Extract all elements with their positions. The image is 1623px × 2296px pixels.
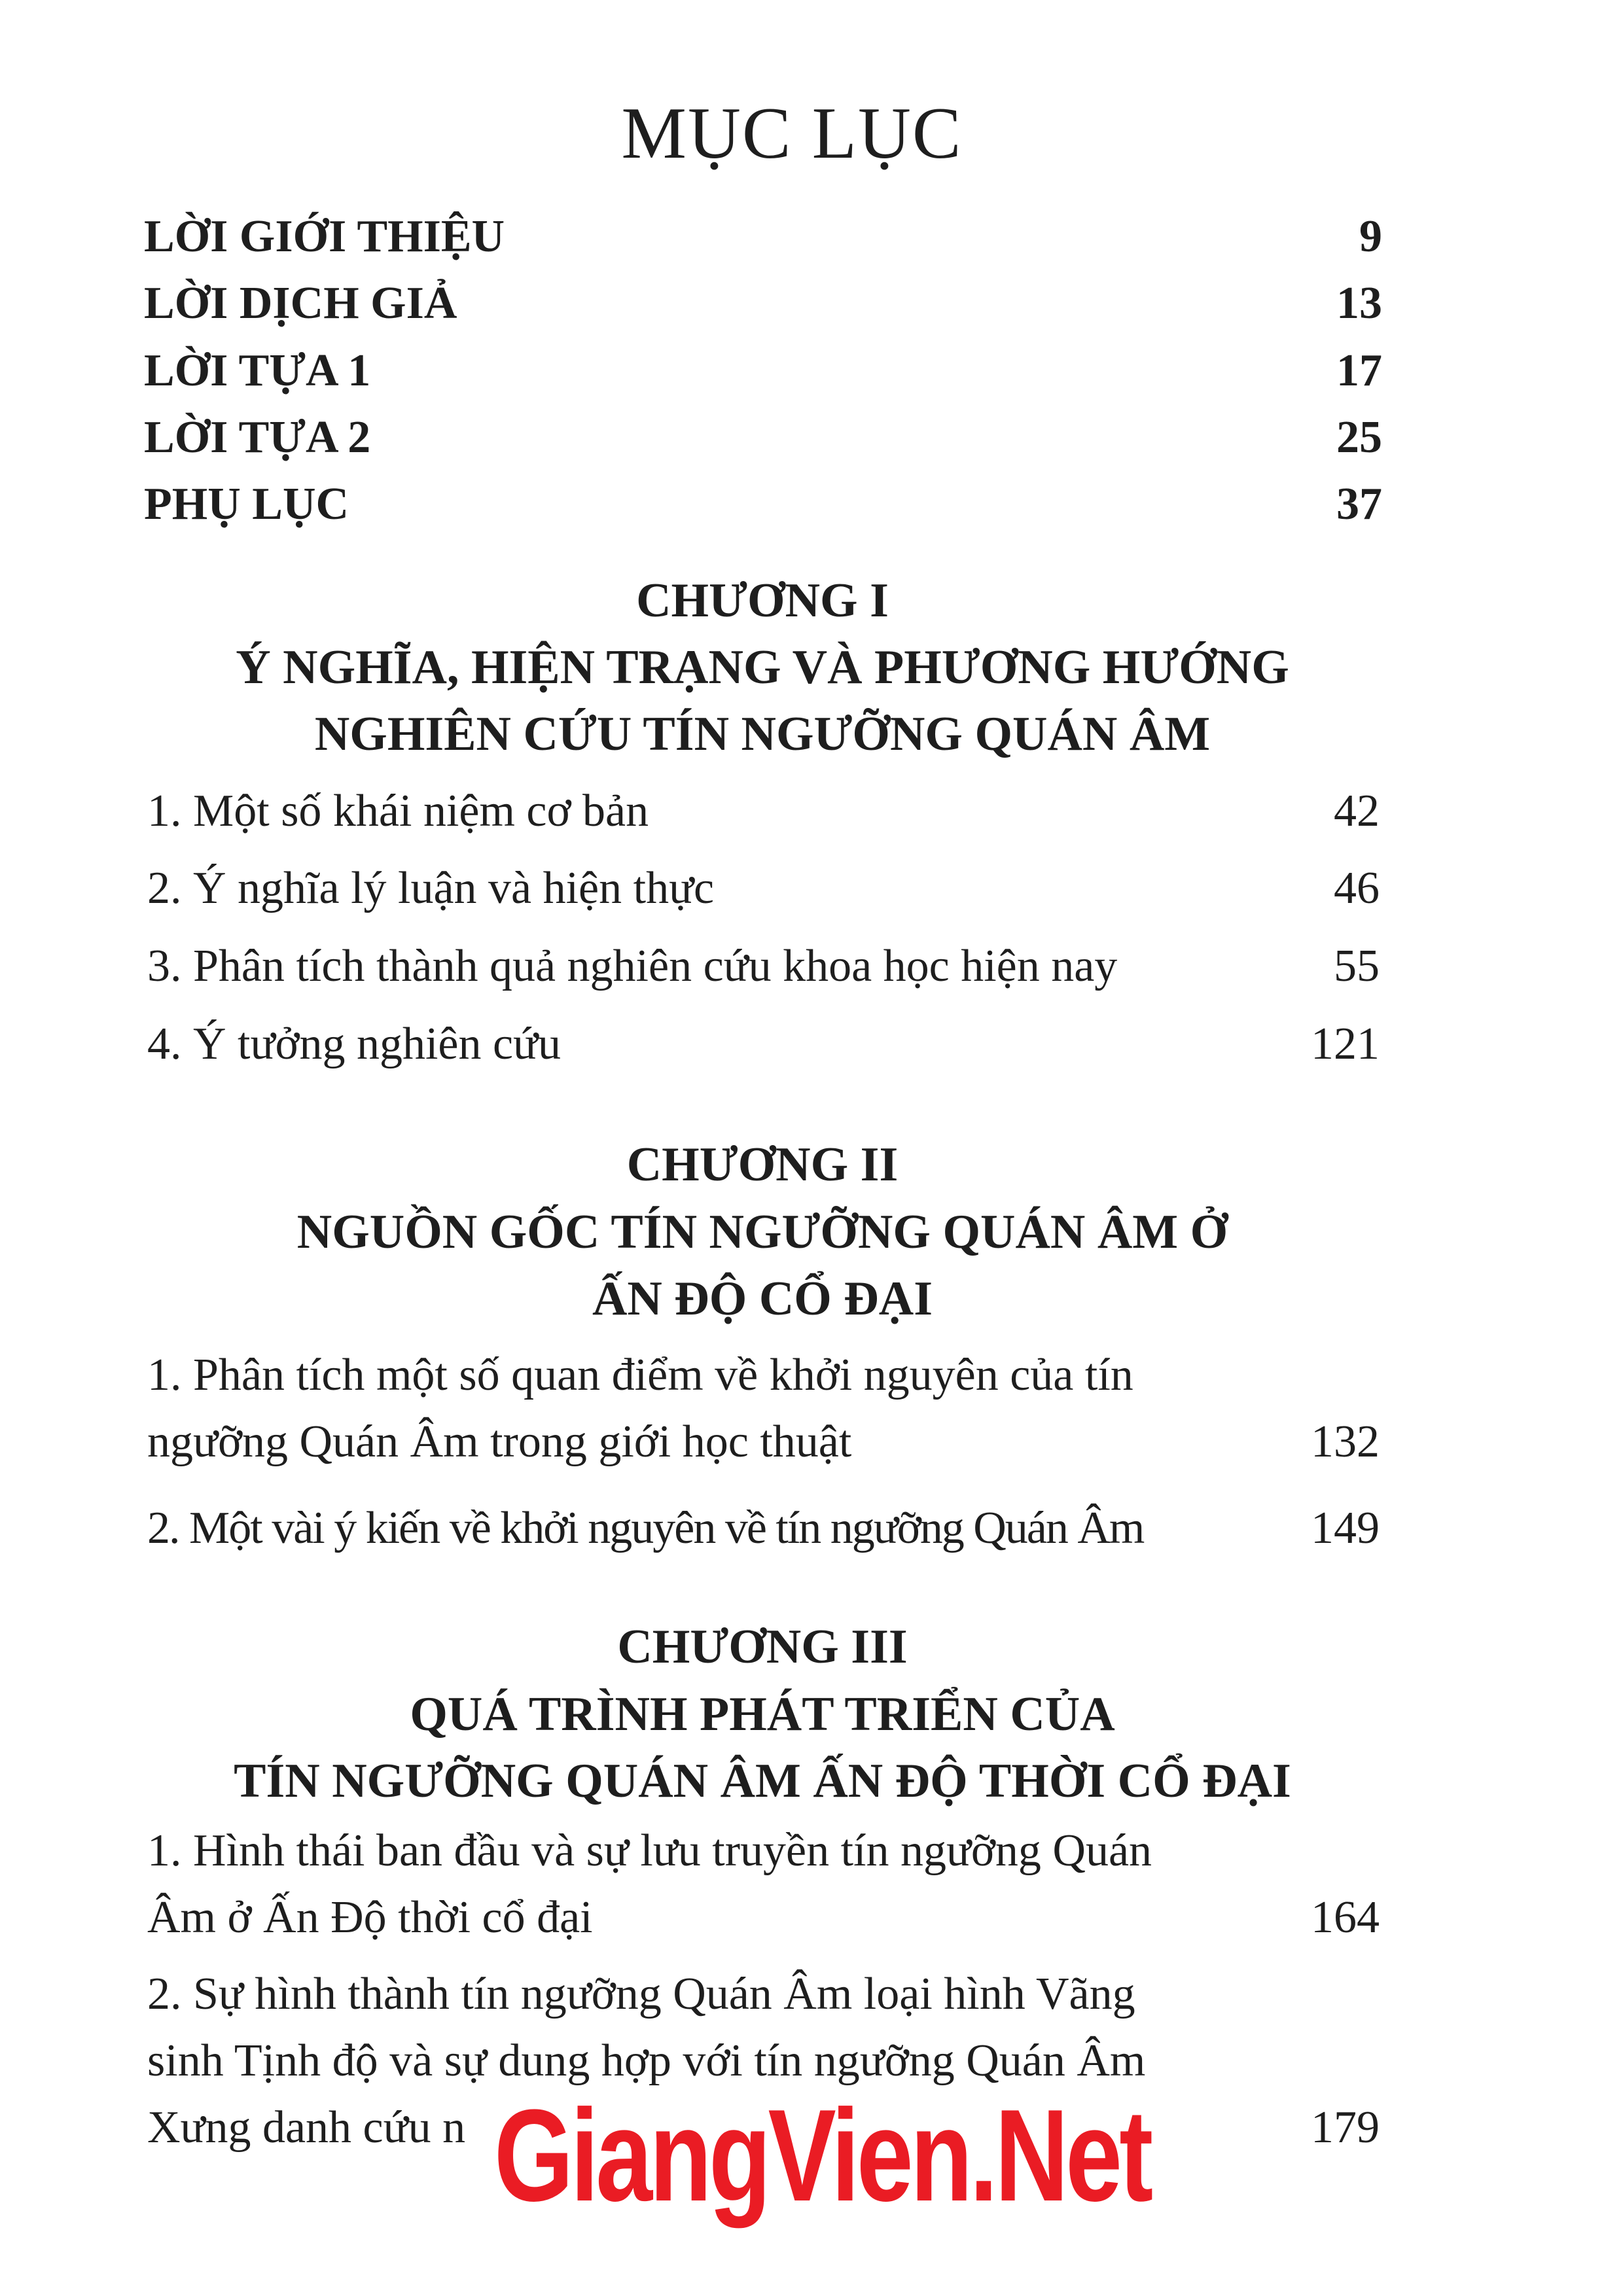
front-matter-page: 13 <box>1336 278 1382 328</box>
toc-entry-page: 179 <box>1311 2102 1380 2153</box>
toc-entry-text: sinh Tịnh độ và sự dung hợp với tín ngưỡng Quán Âm <box>147 2036 1146 2086</box>
toc-entry-page: 164 <box>1311 1892 1380 1943</box>
toc-entry-text: 1. Hình thái ban đầu và sự lưu truyền tín ngưỡng Quán <box>147 1826 1152 1876</box>
page-title: MỤC LỤC <box>621 93 963 174</box>
chapter-title-line: NGUỒN GỐC TÍN NGƯỠNG QUÁN ÂM Ở <box>296 1205 1228 1259</box>
toc-entry-text: 2. Một vài ý kiến về khởi nguyên về tín ngưỡng Quán Âm <box>147 1503 1144 1553</box>
toc-entry-page: 55 <box>1334 941 1380 991</box>
toc-entry-page: 132 <box>1311 1417 1380 1467</box>
toc-entry-text: 3. Phân tích thành quả nghiên cứu khoa học hiện nay <box>147 941 1118 991</box>
chapter-title-line: ẤN ĐỘ CỔ ĐẠI <box>592 1272 933 1326</box>
chapter-title-line: NGHIÊN CỨU TÍN NGƯỠNG QUÁN ÂM <box>314 707 1211 761</box>
toc-entry-text: 2. Ý nghĩa lý luận và hiện thực <box>147 863 715 913</box>
front-matter-page: 17 <box>1336 345 1382 396</box>
toc-entry-text: Xưng danh cứu n <box>147 2102 466 2153</box>
toc-entry-page: 121 <box>1311 1019 1380 1069</box>
toc-entry-text: ngưỡng Quán Âm trong giới học thuật <box>147 1417 852 1467</box>
toc-entry-page: 149 <box>1311 1503 1380 1553</box>
toc-entry-text: 2. Sự hình thành tín ngưỡng Quán Âm loại hình Vãng <box>147 1969 1135 2019</box>
toc-entry-text: 4. Ý tưởng nghiên cứu <box>147 1019 561 1069</box>
front-matter-page: 25 <box>1336 412 1382 463</box>
chapter-title-line: TÍN NGƯỠNG QUÁN ÂM ẤN ĐỘ THỜI CỔ ĐẠI <box>234 1754 1291 1808</box>
chapter-number: CHƯƠNG III <box>617 1620 908 1674</box>
chapter-title-line: QUÁ TRÌNH PHÁT TRIỂN CỦA <box>410 1687 1115 1741</box>
front-matter-label: LỜI GIỚI THIỆU <box>144 211 505 262</box>
toc-entry-text: 1. Phân tích một số quan điểm về khởi nguyên của tín <box>147 1350 1133 1400</box>
front-matter-label: LỜI DỊCH GIẢ <box>144 278 457 328</box>
toc-entry-page: 46 <box>1334 863 1380 913</box>
front-matter-page: 37 <box>1336 479 1382 529</box>
toc-entry-page: 42 <box>1334 786 1380 836</box>
chapter-number: CHƯƠNG I <box>636 574 889 627</box>
chapter-title-line: Ý NGHĨA, HIỆN TRẠNG VÀ PHƯƠNG HƯỚNG <box>236 641 1289 694</box>
front-matter-label: LỜI TỰA 2 <box>144 412 371 463</box>
front-matter-label: PHỤ LỤC <box>144 479 349 529</box>
toc-entry-text: Âm ở Ấn Độ thời cổ đại <box>147 1892 593 1943</box>
front-matter-page: 9 <box>1359 211 1382 262</box>
chapter-number: CHƯƠNG II <box>626 1138 899 1192</box>
toc-entry-text: 1. Một số khái niệm cơ bản <box>147 786 649 836</box>
front-matter-label: LỜI TỰA 1 <box>144 345 371 396</box>
watermark-logo: GiangVien.Net <box>494 2083 1150 2229</box>
